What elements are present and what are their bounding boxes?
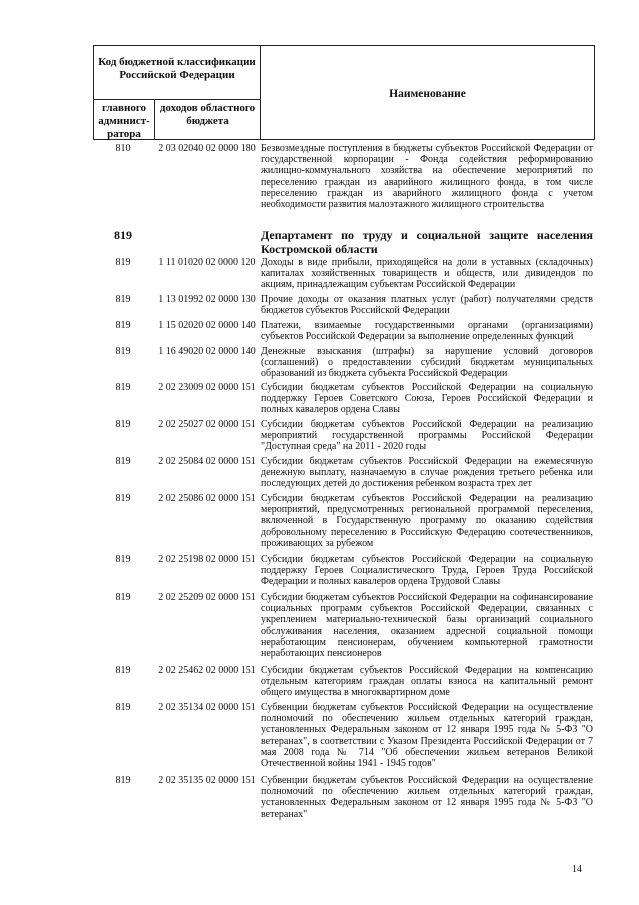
admin-code: 819 — [115, 382, 131, 393]
department-title: Департамент по труду и социальной защите населения Костромской области — [261, 228, 593, 256]
row-description: Субсидии бюджетам субъектов Российской Федерации на компенсацию отдельным категориям граждан оплаты взноса на капитальный ремонт общего имущества в многоквартирном доме — [261, 665, 593, 699]
row-description: Доходы в виде прибыли, приходящейся на доли в уставных (складочных) капиталах хозяйственных товариществ и обществ, или дивидендов по акциям, принадлежащим субъектам Российской Федерации — [261, 257, 593, 291]
row-description: Безвозмездные поступления в бюджеты субъектов Российской Федерации от государственной корпорации - Фонда содействия реформированию жилищно-коммунального хозяйства на обеспечение мероприятий по переселению граждан из аварийного жилищного фонда, в том числе переселению граждан из аварийного жилищного фонда с учетом необходимости развития малоэтажного жилищного строительства — [261, 143, 593, 211]
row-description: Субсидии бюджетам субъектов Российской Федерации на софинансирование социальных программ субъектов Российской Федерации, связанных с укреплением материально-технической базы организаций социального обслуживания населения, оказанием адресной социальной помощи неработающим пенсионерам, обучением компьютерной грамотности неработающих пенсионеров — [261, 592, 593, 660]
admin-code: 819 — [115, 493, 131, 504]
row-description: Субсидии бюджетам субъектов Российской Федерации на социальную поддержку Героев Социалистического Труда, Героев Труда Российской Федерации и полных кавалеров ордена Трудовой Славы — [261, 554, 593, 588]
admin-code: 819 — [115, 294, 131, 305]
row-description: Прочие доходы от оказания платных услуг (работ) получателями средств бюджетов субъектов Российской Федерации — [261, 294, 593, 317]
row-description: Субсидии бюджетам субъектов Российской Федерации на социальную поддержку Героев Советского Союза, Героев Российской Федерации и полных кавалеров ордена Славы — [261, 382, 593, 416]
row-description: Субсидии бюджетам субъектов Российской Федерации на реализацию мероприятий государственной программы Российской Федерации "Доступная среда" на 2011 - 2020 годы — [261, 419, 593, 453]
budget-code: 1 11 01020 02 0000 120 — [158, 257, 256, 268]
admin-code: 810 — [115, 143, 131, 154]
budget-code: 2 03 02040 02 0000 180 — [158, 143, 256, 154]
admin-code: 819 — [115, 346, 131, 357]
row-description: Субсидии бюджетам субъектов Российской Федерации на реализацию мероприятий, предусмотренных региональной программой переселения, включенной в Государственную программу по оказанию содействия добровольному переселению в Российскую Федерацию соотечественников, проживающих за рубежом — [261, 493, 593, 549]
admin-code: 819 — [115, 592, 131, 603]
admin-code: 819 — [115, 702, 131, 713]
admin-code: 819 — [115, 320, 131, 331]
header-admin-column: главного админист-ратора — [98, 102, 150, 140]
admin-code: 819 — [115, 419, 131, 430]
row-description: Денежные взыскания (штрафы) за нарушение условий договоров (соглашений) о предоставлении субсидий бюджетам муниципальных образований из бюджета субъекта Российской Федерации — [261, 346, 593, 380]
header-income-column: доходов областного бюджета — [159, 102, 256, 127]
budget-code: 1 13 01992 02 0000 130 — [158, 294, 256, 305]
page-number: 14 — [572, 864, 582, 875]
budget-code: 2 02 25084 02 0000 151 — [158, 456, 256, 467]
header-code-title: Код бюджетной классификации Российской Федерации — [98, 56, 256, 81]
row-description: Субвенции бюджетам субъектов Российской Федерации на осуществление полномочий по обеспечению жильем отдельных категорий граждан, установленных Федеральным законом от 12 января 1995 года № 5-ФЗ "О ветеранах", в соответствии с Указом Президента Российской Федерации от 7 мая 2008 года № 714 "Об обеспечении жильем ветеранов Великой Отечественной войны 1941 - 1945 годов" — [261, 702, 593, 770]
budget-code: 2 02 25198 02 0000 151 — [158, 554, 256, 565]
admin-code: 819 — [114, 228, 132, 242]
row-description: Платежи, взимаемые государственными органами (организациями) субъектов Российской Федерации за выполнение определенных функций — [261, 320, 593, 343]
budget-code: 2 02 25086 02 0000 151 — [158, 493, 256, 504]
budget-code: 1 16 49020 02 0000 140 — [158, 346, 256, 357]
budget-code: 2 02 23009 02 0000 151 — [158, 382, 256, 393]
admin-code: 819 — [115, 456, 131, 467]
budget-code: 2 02 25462 02 0000 151 — [158, 665, 256, 676]
budget-code: 2 02 35135 02 0000 151 — [158, 775, 256, 786]
admin-code: 819 — [115, 257, 131, 268]
row-description: Субсидии бюджетам субъектов Российской Федерации на ежемесячную денежную выплату, назначаемую в случае рождения третьего ребенка или последующих детей до достижения ребенком возраста трех лет — [261, 456, 593, 490]
budget-code: 2 02 25209 02 0000 151 — [158, 592, 256, 603]
budget-code: 1 15 02020 02 0000 140 — [158, 320, 256, 331]
budget-code: 2 02 25027 02 0000 151 — [158, 419, 256, 430]
header-name-column: Наименование — [389, 88, 466, 100]
admin-code: 819 — [115, 554, 131, 565]
table-header — [93, 45, 595, 140]
admin-code: 819 — [115, 775, 131, 786]
row-description: Субвенции бюджетам субъектов Российской Федерации на осуществление полномочий по обеспечению жильем отдельных категорий граждан, установленных Федеральным законом от 12 января 1995 года № 5-ФЗ "О ветеранах" — [261, 775, 593, 820]
budget-code: 2 02 35134 02 0000 151 — [158, 702, 256, 713]
header-divider-horizontal — [94, 99, 260, 100]
admin-code: 819 — [115, 665, 131, 676]
